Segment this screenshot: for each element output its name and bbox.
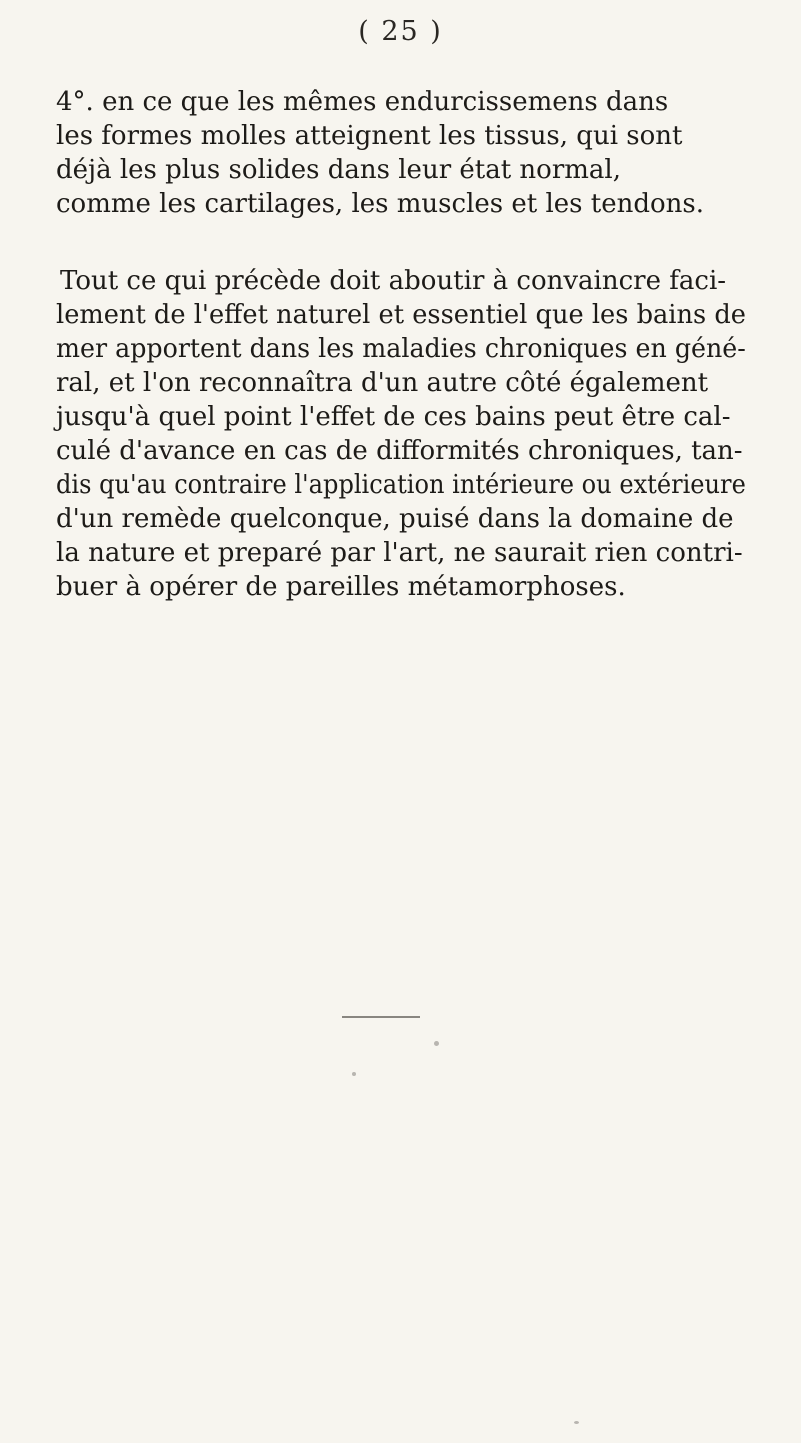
text-line: Tout ce qui précède doit aboutir à convaincre faci- xyxy=(60,266,727,296)
text-line: ral, et l'on reconnaîtra d'un autre côté également xyxy=(56,368,709,398)
text-line: d'un remède quelconque, puisé dans la domaine de xyxy=(56,504,734,534)
text-line: mer apportent dans les maladies chroniques en géné- xyxy=(56,334,746,364)
paper-speck xyxy=(352,1072,356,1076)
text-line: dis qu'au contraire l'application intérieure ou extérieure xyxy=(56,470,746,500)
text-line: comme les cartilages, les muscles et les tendons. xyxy=(56,189,705,219)
text-line: la nature et preparé par l'art, ne saurait rien contri- xyxy=(56,538,743,568)
separator-rule xyxy=(342,1016,420,1018)
text-line: buer à opérer de pareilles métamorphoses. xyxy=(56,572,626,602)
page-number: ( 25 ) xyxy=(358,16,443,47)
text-line: 4°. en ce que les mêmes endurcissemens dans xyxy=(56,87,669,117)
text-line: culé d'avance en cas de difformités chroniques, tan- xyxy=(56,436,743,466)
text-line: déjà les plus solides dans leur état normal, xyxy=(56,155,621,185)
text-line: jusqu'à quel point l'effet de ces bains peut être cal- xyxy=(56,402,731,432)
text-line: lement de l'effet naturel et essentiel que les bains de xyxy=(56,300,746,330)
paper-speck xyxy=(434,1041,439,1046)
text-line: les formes molles atteignent les tissus, qui sont xyxy=(56,121,683,151)
paper-speck xyxy=(574,1421,579,1424)
